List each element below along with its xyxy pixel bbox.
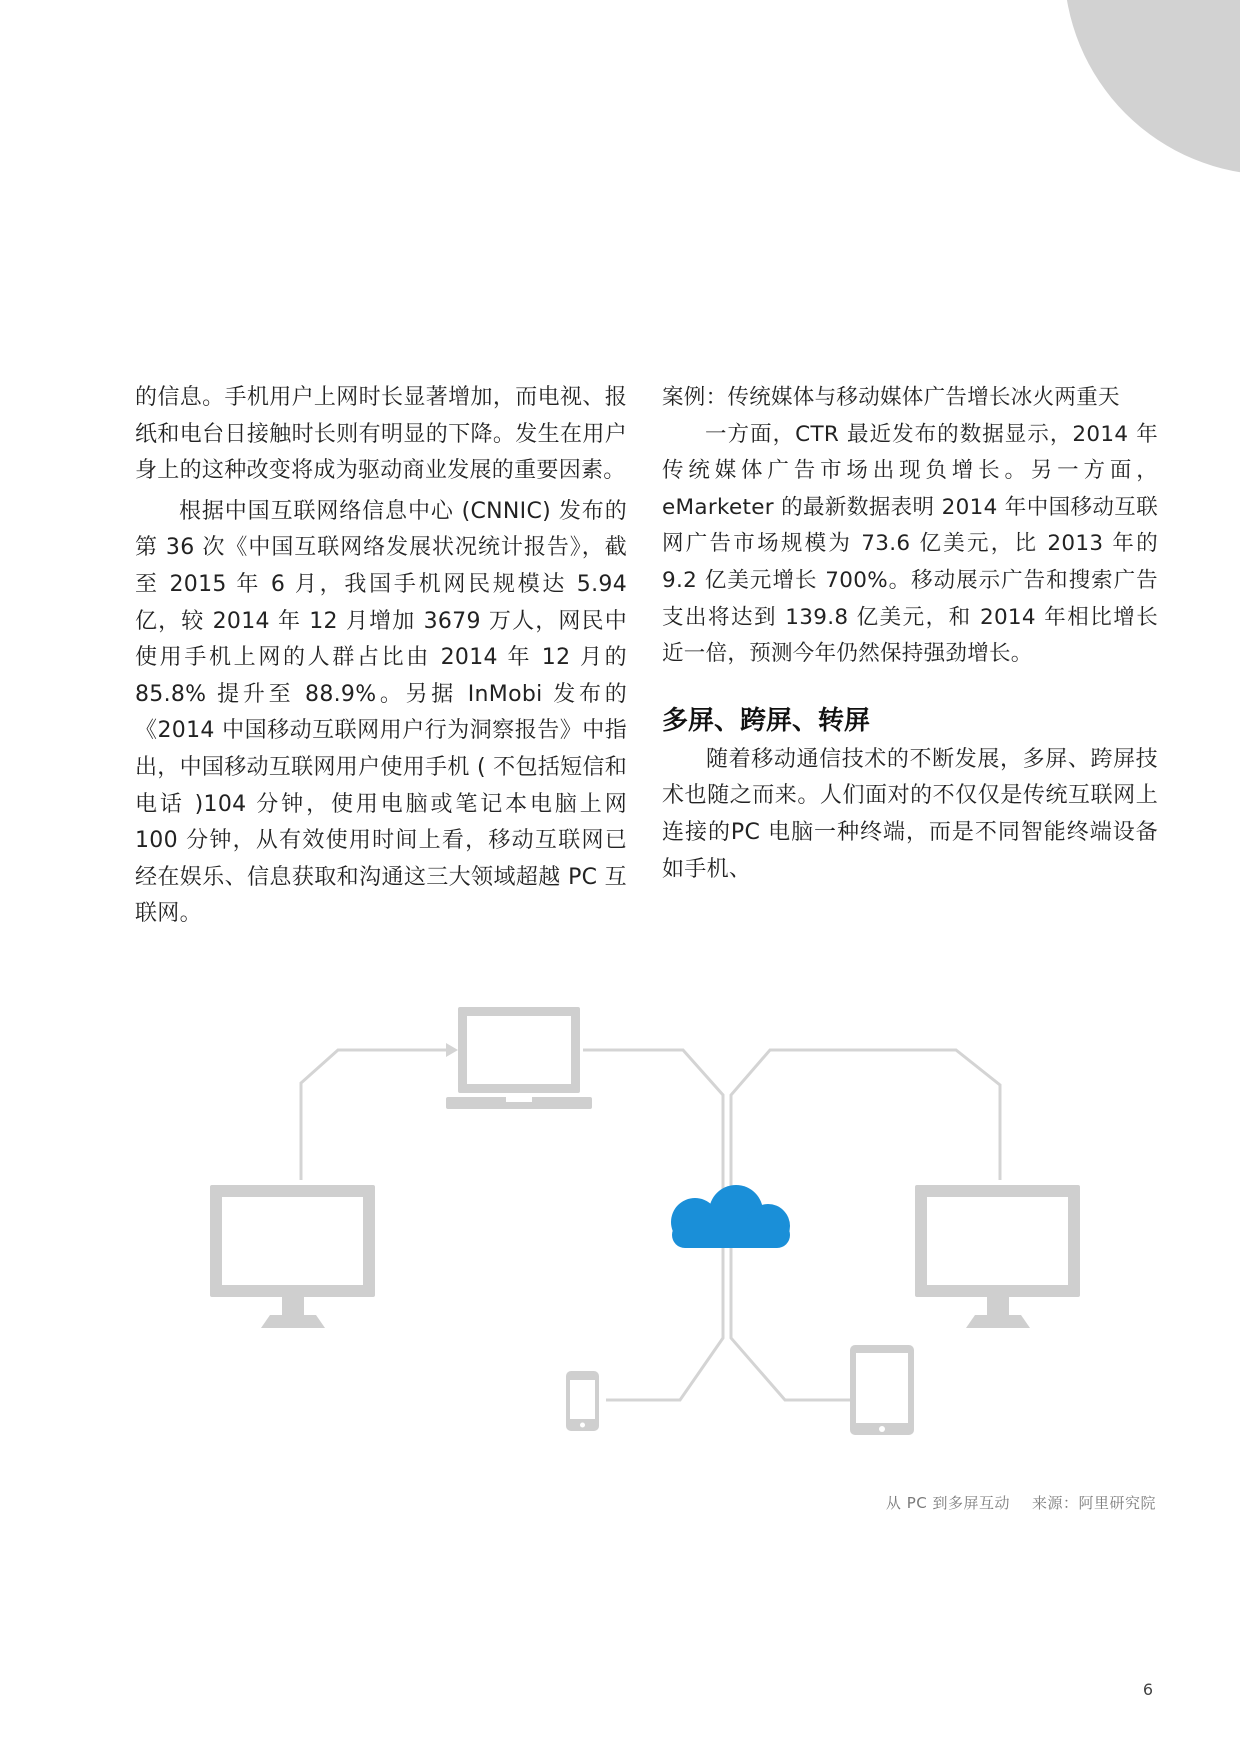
- monitor-right-icon: [915, 1185, 1080, 1328]
- connection-lines: [301, 1050, 1000, 1400]
- paragraph-cnnic: 根据中国互联网络信息中心 (CNNIC) 发布的第 36 次《中国互联网络发展状况统计报告》，截至 2015 年 6 月，我国手机网民规模达 5.94 亿，较 2014 年 12 月增加 3679 万人，网民中使用手机上网的人群占比由 2014 年 12 月的 85.8% 提升至 88.9%。另据 InMobi 发布的《2014 中国移动互联网用户行为洞察报告》中指出，中国移动互联网用户使用手机 ( 不包括短信和电话 )104 分钟，使用电脑或笔记本电脑上网 100 分钟，从有效使用时间上看，移动互联网已经在娱乐、信息获取和沟通这三大领域超越 PC 互联网。: [135, 498, 627, 927]
- line-laptop-to-hub: [583, 1050, 723, 1400]
- phone-icon: [566, 1371, 599, 1431]
- laptop-icon: [446, 1007, 592, 1109]
- tablet-screen: [856, 1353, 908, 1423]
- line-right-pc-to-hub: [731, 1050, 1000, 1400]
- tablet-body: [850, 1345, 914, 1435]
- corner-decoration: [1064, 0, 1240, 175]
- monitor-right-neck: [987, 1297, 1009, 1315]
- monitor-left-screen: [222, 1197, 363, 1285]
- cloud-icon: [671, 1185, 790, 1248]
- tablet-icon: [850, 1345, 914, 1435]
- right-column: [662, 380, 1158, 888]
- laptop-screen: [467, 1016, 571, 1084]
- monitor-right-frame: [915, 1185, 1080, 1297]
- section-body: 随着移动通信技术的不断发展，多屏、跨屏技术也随之而来。人们面对的不仅仅是传统互联网上连接的PC 电脑一种终端，而是不同智能终端设备如手机、: [662, 746, 1158, 882]
- monitor-left-stand: [261, 1315, 325, 1328]
- section-heading: 多屏、跨屏、转屏: [662, 705, 871, 736]
- laptop-screen-frame: [458, 1007, 580, 1093]
- figure-caption: [886, 1492, 1156, 1513]
- cloud-puff-left: [671, 1198, 719, 1246]
- case-title: 案例：传统媒体与移动媒体广告增长冰火两重天: [662, 385, 1120, 410]
- tablet-home-button: [879, 1426, 885, 1432]
- monitor-left-frame: [210, 1185, 375, 1297]
- phone-screen: [570, 1380, 595, 1419]
- monitor-left-neck: [282, 1297, 304, 1315]
- left-column: [135, 380, 627, 933]
- monitor-right-stand: [966, 1315, 1030, 1328]
- figure-caption-source: 来源：阿里研究院: [1031, 1494, 1156, 1512]
- cloud-puff-center: [709, 1185, 763, 1239]
- monitor-right-screen: [927, 1197, 1068, 1285]
- monitor-left-icon: [210, 1185, 375, 1328]
- paragraph-continued: 的信息。手机用户上网时长显著增加，而电视、报纸和电台日接触时长则有明显的下降。发生在用户身上的这种改变将成为驱动商业发展的重要因素。: [135, 385, 627, 484]
- laptop-base: [446, 1097, 592, 1109]
- phone-body: [566, 1371, 599, 1431]
- phone-home-button: [580, 1423, 585, 1428]
- arrow-head-icon: [446, 1043, 458, 1057]
- cloud-puff-right: [746, 1204, 790, 1248]
- page-number: 6: [1142, 1680, 1153, 1699]
- laptop-trackpad: [506, 1097, 532, 1102]
- figure-caption-title: 从 PC 到多屏互动: [885, 1494, 1010, 1512]
- line-left-pc-to-laptop: [301, 1050, 452, 1180]
- case-body: 一方面，CTR 最近发布的数据显示，2014 年传统媒体广告市场出现负增长。另一方面，eMarketer 的最新数据表明 2014 年中国移动互联网广告市场规模为 73.6 亿美元，比 2013 年的 9.2 亿美元增长 700%。移动展示广告和搜索广告支出将达到 139.8 亿美元，和 2014 年相比增长近一倍，预测今年仍然保持强劲增长。: [662, 421, 1158, 667]
- cloud-base: [672, 1222, 790, 1248]
